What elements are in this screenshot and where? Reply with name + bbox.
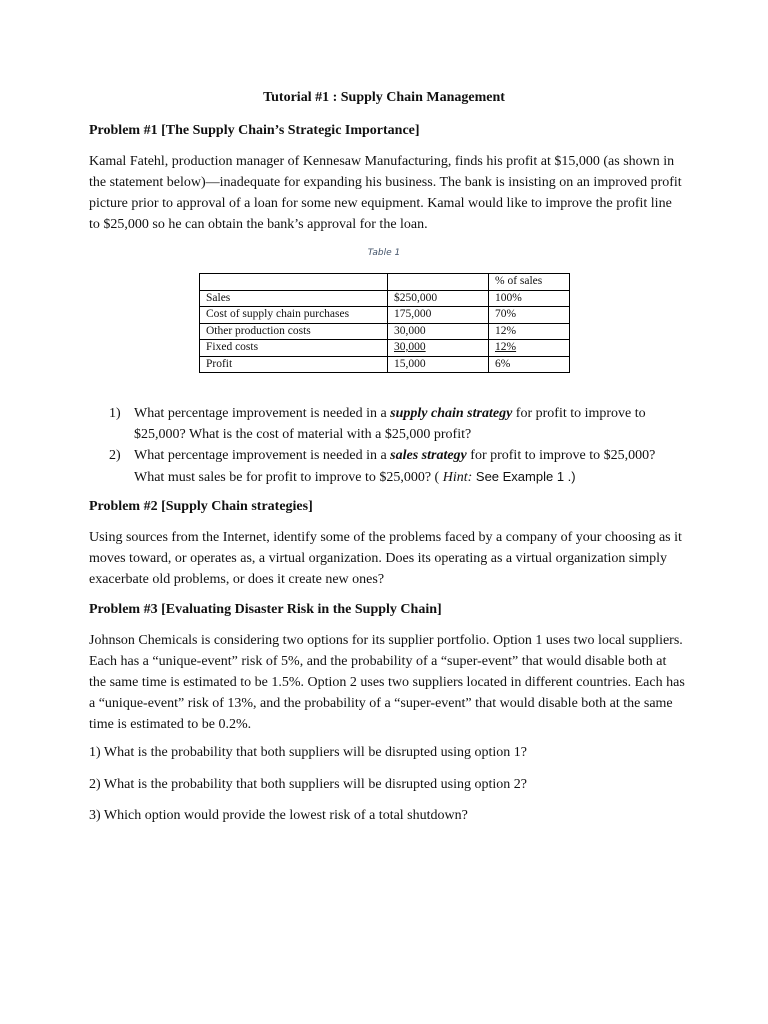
table-cell: Fixed costs [200,340,388,357]
table-cell [388,274,489,291]
table-caption: Table 1 [367,248,401,258]
hint-label: Hint: [442,470,473,485]
table-cell: 70% [489,307,570,324]
table-cell: Sales [200,290,388,307]
table-row [200,340,570,357]
table-row [200,356,570,373]
table-cell: 100% [489,290,570,307]
problem2-paragraph: Using sources from the Internet, identify some of the problems faced by a company of your choosing as it moves toward, or operates as, a virtual organization. Does its operating as a virtual organization simply exacerbate old problems, or does it create new ones? [89,530,682,587]
list-item [109,445,679,488]
table-row [200,290,570,307]
table-cell: % of sales [489,274,570,291]
table-row [200,323,570,340]
problem1-heading: Problem #1 [The Supply Chain’s Strategic Importance] [89,123,420,138]
table-cell-value: 30,000 [394,341,426,353]
question-text: What percentage improvement is needed in a [134,406,391,421]
question-emphasis: supply chain strategy [390,406,513,421]
table-cell [200,274,388,291]
table-cell: Other production costs [200,323,388,340]
table-cell: 30,000 [388,323,489,340]
list-item [109,403,679,445]
table-cell-value: 12% [495,341,517,353]
table-cell: 6% [489,356,570,373]
problem2-heading: Problem #2 [Supply Chain strategies] [89,499,313,514]
table-cell: Cost of supply chain purchases [200,307,388,324]
table-cell: Profit [200,356,388,373]
problem1-paragraph: Kamal Fatehl, production manager of Kennesaw Manufacturing, finds his profit at $15,000 (as shown in the statement below)—inadequate for expanding his business. The bank is insisting on an improved profit picture prior to approval of a loan for some new equipment. Kamal would like to improve the profit line to $25,000 so he can obtain the bank’s approval for the loan. [89,154,682,232]
problem3-paragraph: Johnson Chemicals is considering two options for its supplier portfolio. Option 1 uses two local suppliers. Each has a “unique-event” risk of 5%, and the probability of a “super-event” that would disable both at the same time is estimated to be 1.5%. Option 2 uses two suppliers located in different countries. Each has a “unique-event” risk of 13%, and the probability of a “super-event” that would disable both at the same time is estimated to be 0.2%. [89,633,685,732]
question-text: What percentage improvement is needed in a [134,448,391,463]
list-number: 2) [109,448,121,463]
problem3-heading: Problem #3 [Evaluating Disaster Risk in the Supply Chain] [89,602,442,617]
question-text: for profit to improve to $25,000? What must sales be for profit to improve to $25,000? ( [134,448,656,485]
table-row [200,307,570,324]
table-cell [388,340,489,357]
question-text: for profit to improve to $25,000? What is the cost of material with a $25,000 profit? [134,406,646,442]
profit-table [199,273,570,373]
table-cell: 15,000 [388,356,489,373]
table-cell: 12% [489,323,570,340]
table-cell: 175,000 [388,307,489,324]
list-number: 1) [109,406,121,421]
table-cell [489,340,570,357]
problem1-question-list [109,403,679,488]
table-cell: $250,000 [388,290,489,307]
hint-text: See Example 1 .) [472,469,576,484]
document-title: Tutorial #1 : Supply Chain Management [263,90,505,105]
problem3-question: 2) What is the probability that both suppliers will be disrupted using option 2? [89,777,527,792]
question-emphasis: sales strategy [390,448,467,463]
table-header-row [200,274,570,291]
problem3-question: 3) Which option would provide the lowest risk of a total shutdown? [89,808,468,823]
problem3-question: 1) What is the probability that both suppliers will be disrupted using option 1? [89,745,527,760]
